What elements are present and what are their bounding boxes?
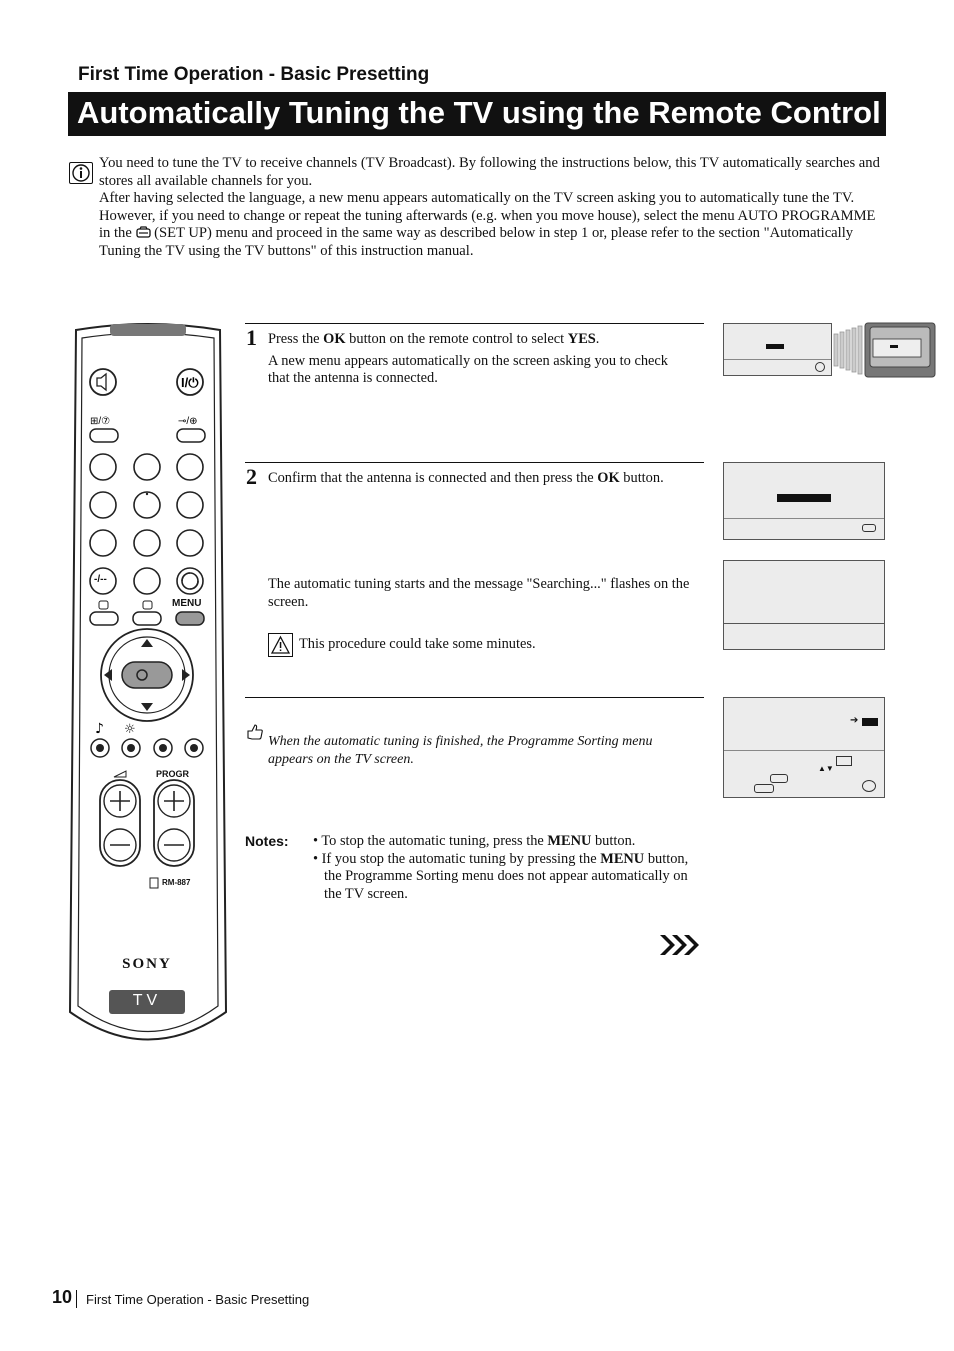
intro-paragraph-2: After having selected the language, a new menu appears automatically on the TV screen asking you to automatically tune the TV. However, if you need to change or repeat the tuning afterwards (e.g. when you move house), select the menu AUTO PROGRAMME in the (SET UP) menu and proceed in the same way as described below in step 1 or, please refer to the section "Automatically Tuning the TV using the TV buttons" of this instruction manual. (99, 190, 876, 259)
finish-text: When the automatic tuning is finished, the Programme Sorting menu appears on the TV screen. (268, 734, 653, 767)
title-bar (68, 92, 886, 136)
remote-model-label: RM-887 (162, 878, 191, 887)
warning-icon (268, 633, 293, 657)
svg-text:♪: ♪ (95, 721, 104, 737)
sony-logo: SONY (122, 956, 172, 972)
step-1-text: Press the OK button on the remote control to select YES. A new menu appears automatically on the screen asking you to check that the antenna is connected. (268, 331, 669, 387)
section-title: First Time Operation - Basic Presetting (78, 64, 430, 85)
notes-list (313, 833, 693, 903)
finish-rule (245, 697, 704, 698)
step-1-rule (245, 323, 704, 324)
svg-text:☼: ☼ (124, 722, 136, 737)
remote-progr-label: PROGR (156, 769, 190, 779)
note-1: • To stop the automatic tuning, press the MENU button. (313, 833, 636, 849)
info-icon (69, 162, 93, 184)
intro-text (99, 155, 884, 261)
svg-text:I/⏻: I/⏻ (181, 375, 199, 390)
step-2-text: Confirm that the antenna is connected and then press the OK button. (268, 470, 664, 486)
screen-1 (723, 323, 832, 376)
screen-4: ➔ ▲▼ (723, 697, 885, 798)
svg-text:⊸/⊕: ⊸/⊕ (178, 416, 198, 427)
footer-text: First Time Operation - Basic Presetting (86, 1292, 310, 1307)
step-2-rule (245, 462, 704, 463)
remote-control (68, 322, 228, 1054)
notes-label: Notes: (245, 833, 289, 849)
step-2-number: 2 (246, 464, 257, 489)
footer-separator (76, 1290, 77, 1308)
remote-dash-label: -/-- (94, 574, 107, 585)
tv-button-label: TV (132, 992, 162, 1009)
note-2: • If you stop the automatic tuning by pressing the MENU button, the Programme Sorting menu does not appear automatically on the TV screen. (313, 850, 689, 902)
svg-text:⊞/⑦: ⊞/⑦ (90, 416, 111, 427)
tip-hand-icon (246, 722, 264, 740)
continue-arrows-icon (658, 933, 706, 957)
page-title: Automatically Tuning the TV using the Remote Control (77, 95, 881, 130)
warning-text: This procedure could take some minutes. (299, 636, 536, 652)
intro-paragraph-1: You need to tune the TV to receive channels (TV Broadcast). By following the instructions below, this TV automatically searches and stores all available channels for you. (99, 155, 880, 189)
setup-icon (136, 226, 151, 238)
step-1-number: 1 (246, 325, 257, 350)
tv-set-illustration (832, 322, 936, 378)
remote-menu-label: MENU (172, 598, 202, 609)
screen-2 (723, 462, 885, 540)
page-number: 10 (52, 1287, 73, 1307)
screen-3 (723, 560, 885, 650)
step-2-searching-text: The automatic tuning starts and the message "Searching..." flashes on the screen. (268, 576, 690, 610)
